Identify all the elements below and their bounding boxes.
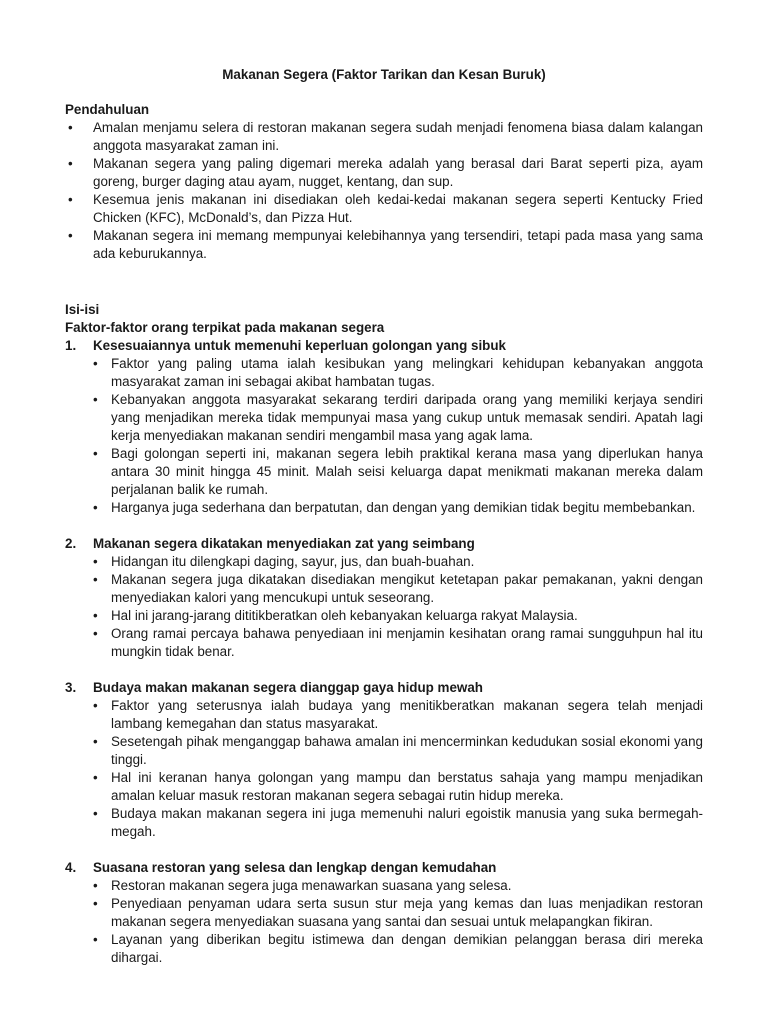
factor-header	[65, 337, 703, 355]
factor-bullet: • Hal ini keranan hanya golongan yang mampu dan berstatus sahaja yang mampu menjadikan amalan keluar masuk restoran makanan segera sebagai rutin hidup mereka.	[93, 769, 703, 805]
intro-bullet: • Makanan segera yang paling digemari mereka adalah yang berasal dari Barat seperti piza, ayam goreng, burger daging atau ayam, nugget, kentang, dan sup.	[65, 155, 703, 191]
factor-number: 3.	[65, 680, 77, 695]
intro-bullet: • Makanan segera ini memang mempunyai kelebihannya yang tersendiri, tetapi pada masa yang sama ada keburukannya.	[65, 227, 703, 263]
body-heading: Isi-isi	[65, 302, 100, 317]
factor-header	[65, 859, 703, 877]
factor-item-4	[65, 859, 703, 967]
factor-bullet: • Restoran makanan segera juga menawarkan suasana yang selesa.	[93, 877, 703, 895]
factor-title: Makanan segera dikatakan menyediakan zat yang seimbang	[93, 536, 475, 551]
factor-bullet-list	[93, 355, 703, 517]
factor-bullet-list	[93, 697, 703, 841]
factor-bullet: • Faktor yang paling utama ialah kesibukan yang melingkari kehidupan kebanyakan anggota masyarakat zaman ini sebagai akibat hambatan tugas.	[93, 355, 703, 391]
factor-number: 1.	[65, 338, 77, 353]
factor-bullet: • Budaya makan makanan segera ini juga memenuhi naluri egoistik manusia yang suka bermegah-megah.	[93, 805, 703, 841]
factor-number: 4.	[65, 860, 77, 875]
factor-bullet-list	[93, 553, 703, 661]
factor-header	[65, 535, 703, 553]
factor-bullet: • Hidangan itu dilengkapi daging, sayur, jus, dan buah-buahan.	[93, 553, 703, 571]
factor-bullet: • Kebanyakan anggota masyarakat sekarang terdiri daripada orang yang memiliki kerjaya sendiri yang menjadikan mereka tidak mempunyai masa yang cukup untuk memasak sendiri. Apatah lagi kerja menyediakan makanan sendiri mengambil masa yang agak lama.	[93, 391, 703, 445]
factor-item-1	[65, 337, 703, 517]
factor-bullet: • Orang ramai percaya bahawa penyediaan ini menjamin kesihatan orang ramai sungguhpun hal itu mungkin tidak benar.	[93, 625, 703, 661]
factor-bullet: • Layanan yang diberikan begitu istimewa dan dengan demikian pelanggan berasa diri mereka dihargai.	[93, 931, 703, 967]
intro-bullet: • Amalan menjamu selera di restoran makanan segera sudah menjadi fenomena biasa dalam kalangan anggota masyarakat zaman ini.	[65, 119, 703, 155]
intro-bullet-list	[65, 119, 703, 263]
factor-bullet-list	[93, 877, 703, 967]
factor-title: Budaya makan makanan segera dianggap gaya hidup mewah	[93, 680, 483, 695]
factor-bullet: • Harganya juga sederhana dan berpatutan, dan dengan yang demikian tidak begitu membebankan.	[93, 499, 703, 517]
factor-bullet: • Hal ini jarang-jarang dititikberatkan oleh kebanyakan keluarga rakyat Malaysia.	[93, 607, 703, 625]
factor-title: Kesesuaiannya untuk memenuhi keperluan golongan yang sibuk	[93, 338, 506, 353]
factor-bullet: • Bagi golongan seperti ini, makanan segera lebih praktikal kerana masa yang diperlukan hanya antara 30 minit hingga 45 minit. Malah seisi keluarga dapat menikmati makanan mereka dalam perjalanan balik ke rumah.	[93, 445, 703, 499]
factor-item-2	[65, 535, 703, 661]
factor-bullet: • Faktor yang seterusnya ialah budaya yang menitikberatkan makanan segera telah menjadi lambang kemegahan dan status masyarakat.	[93, 697, 703, 733]
intro-heading: Pendahuluan	[65, 102, 150, 117]
factor-bullet: • Sesetengah pihak menganggap bahawa amalan ini mencerminkan kedudukan sosial ekonomi yang tinggi.	[93, 733, 703, 769]
factor-header	[65, 679, 703, 697]
intro-section	[65, 101, 703, 263]
factor-bullet: • Penyediaan penyaman udara serta susun stur meja yang kemas dan luas menjadikan restoran makanan segera menyediakan suasana yang santai dan sesuai untuk melapangkan fikiran.	[93, 895, 703, 931]
factor-item-3	[65, 679, 703, 841]
intro-bullet: • Kesemua jenis makanan ini disediakan oleh kedai-kedai makanan segera seperti Kentucky Fried Chicken (KFC), McDonald’s, dan Pizza Hut.	[65, 191, 703, 227]
body-subheading: Faktor-faktor orang terpikat pada makanan segera	[65, 320, 385, 335]
body-section	[65, 301, 703, 985]
document-title: Makanan Segera (Faktor Tarikan dan Kesan Buruk)	[222, 67, 546, 82]
factor-bullet: • Makanan segera juga dikatakan disediakan mengikut ketetapan pakar pemakanan, yakni dengan menyediakan kalori yang mencukupi untuk seseorang.	[93, 571, 703, 607]
factor-title: Suasana restoran yang selesa dan lengkap dengan kemudahan	[93, 860, 497, 875]
factor-number: 2.	[65, 536, 77, 551]
